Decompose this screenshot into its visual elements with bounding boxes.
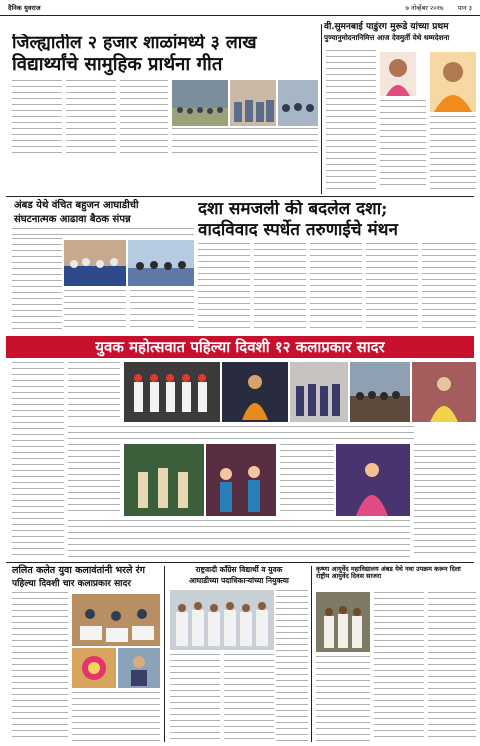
story5-photo-audience — [350, 362, 410, 422]
story5-text-col2 — [68, 362, 120, 422]
story1-photo-assembly — [172, 80, 228, 126]
story4-headline: दशा समजली की बदलेल दशा; वादविवाद स्पर्धेत तरुणाईचे मंथन — [198, 200, 398, 240]
story2-portrait-monk — [430, 52, 476, 112]
story8-headline: कृष्णा आयुर्वेद महाविद्यालय अंबड येथे नवा उपक्रम करून दिला राष्ट्रीय आयुर्वेद दिवस साजरा — [316, 565, 461, 581]
story8-text-col0 — [316, 656, 370, 742]
story1-headline: जिल्ह्यातील २ हजार शाळांमध्ये ३ लाख विद्यार्थ्यांचे सामुहिक प्रार्थना गीत — [12, 34, 257, 76]
story5-captions — [68, 426, 414, 440]
story5-photo-performer — [412, 362, 476, 422]
story7-text-col1 — [170, 654, 220, 742]
story1-caption-lines — [172, 128, 318, 158]
page-number: पान ३ — [457, 4, 472, 12]
column-divider — [321, 24, 322, 194]
story6-text-col1 — [12, 592, 68, 742]
story5-photo-dancer — [222, 362, 288, 422]
story7-text-col-right — [276, 590, 308, 742]
story4-text-col5 — [422, 243, 476, 333]
story2-text-col3 — [430, 116, 476, 190]
story1-photo-class — [278, 80, 318, 126]
story6-captions — [72, 692, 160, 742]
story4-text-col2 — [254, 243, 306, 333]
story5-photo-drama — [206, 444, 276, 516]
story3-text-col2 — [64, 290, 126, 330]
story7-text-col2 — [224, 654, 274, 742]
story4-text-col4 — [366, 243, 418, 333]
story1-text-col2 — [66, 80, 116, 158]
story3-text-col1 — [12, 238, 62, 330]
story6-headline: ललित कलेत युवा कलावंतांनी भरले रंग पहिल्या दिवशी चार कलाप्रकार सादर — [12, 565, 146, 589]
story6-photo-painting — [72, 594, 160, 646]
story3-text-col3 — [130, 290, 194, 330]
story8-text-col1 — [374, 592, 424, 742]
story8-photo-ceremony — [316, 592, 370, 652]
divider-7-8 — [311, 566, 312, 742]
story6-photo-rangoli — [72, 648, 116, 688]
story5-text-col1 — [12, 362, 64, 558]
story1-photo-students — [230, 80, 276, 126]
story3-photo-meeting — [64, 240, 126, 286]
story1-text-col1 — [12, 80, 62, 158]
story5-photo-play — [124, 444, 204, 516]
story5-text-col4 — [280, 444, 334, 516]
story8-text-col2 — [428, 592, 476, 742]
story6-photo-artist — [118, 648, 160, 688]
story5-photo-costume — [336, 444, 410, 516]
story2-portrait-woman — [380, 52, 416, 96]
story2-text-col2 — [380, 100, 426, 190]
story7-photo-group — [170, 590, 274, 650]
story7-headline: राष्ट्रवादी काँग्रेस विद्यार्थी व युवक आघाडीच्या पदाधिकाऱ्यांच्या नियुक्त्या — [189, 565, 289, 585]
story2-headline: वी.सुमनबाई पाडुंरग मुरूडे यांच्या प्रथम पुण्यानुमोदनानिमित्त आज देवमुर्ती येथे धम्मदेशना — [324, 22, 450, 43]
divider-6-7 — [164, 566, 165, 742]
story1-text-col3 — [120, 80, 168, 158]
section-divider — [6, 196, 474, 197]
story2-text-col1 — [326, 50, 376, 190]
story4-text-col1 — [198, 243, 250, 333]
issue-date: ७ नोव्हेंबर २०१७ — [405, 4, 444, 12]
story5-captions-lower — [68, 520, 410, 558]
page-header — [0, 0, 480, 16]
story5-photo-group — [290, 362, 348, 422]
lower-divider — [6, 562, 474, 563]
story4-text-col3 — [310, 243, 362, 333]
paper-name: दैनिक युवराज — [8, 4, 41, 12]
story5-banner: युवक महोत्सवात पहिल्या दिवशी १२ कलाप्रकार सादर — [6, 336, 474, 358]
story3-headline: अंबड येथे वंचित बहुजन आघाडीची संघटनात्मक आढावा बैठक संपन्न — [14, 200, 139, 225]
story5-text-col5 — [414, 444, 476, 558]
story5-text-col3 — [68, 444, 120, 516]
story5-photo-singers — [124, 362, 220, 422]
story3-photo-stage — [128, 240, 194, 286]
story3-intro-lines — [12, 228, 194, 236]
